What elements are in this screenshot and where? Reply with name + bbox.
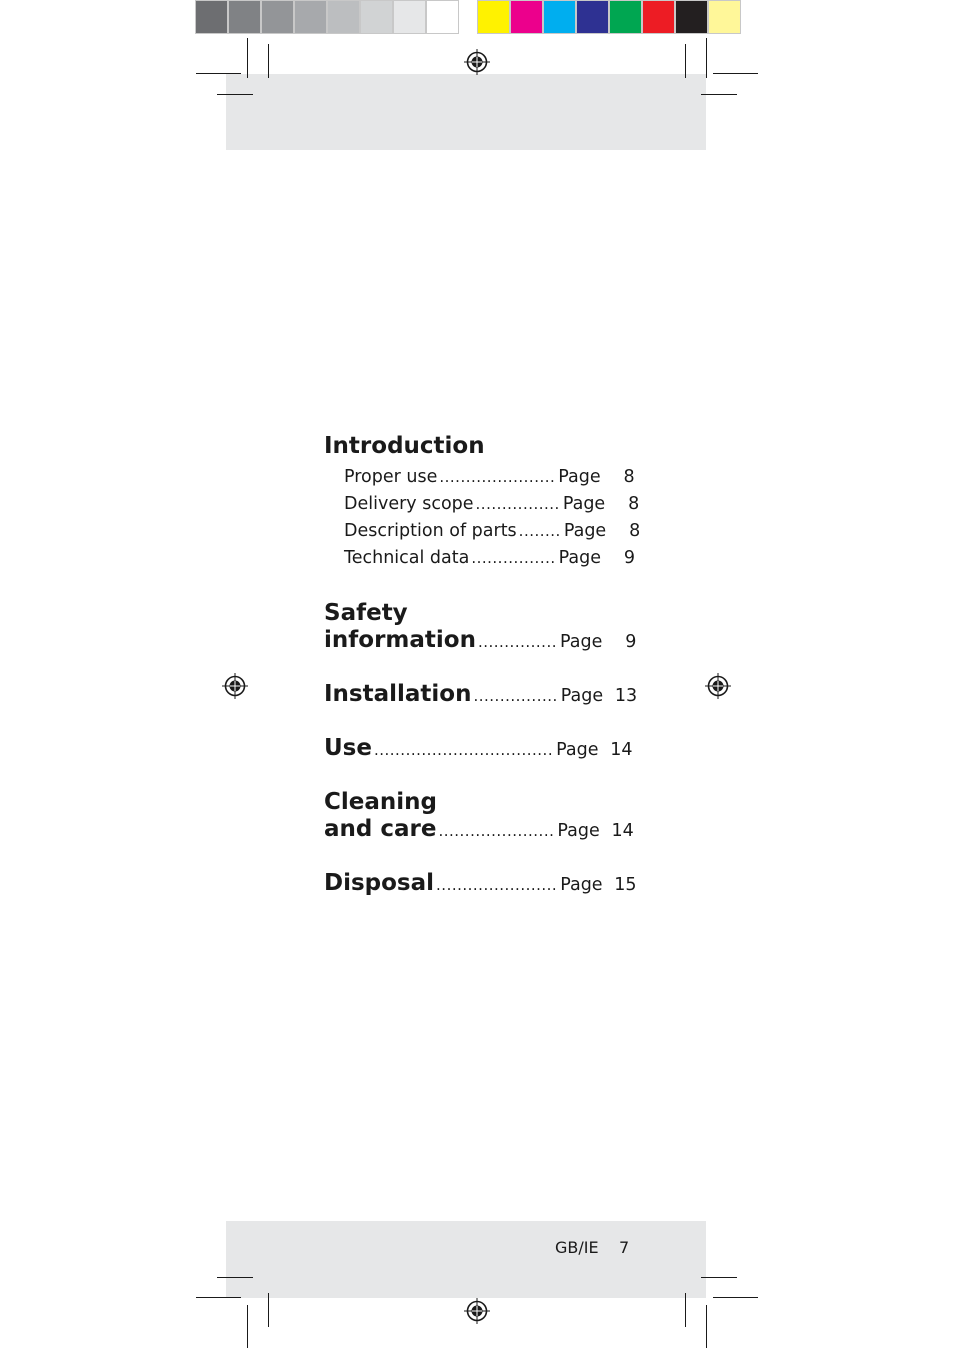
toc-leader-dots: ................ [473, 687, 558, 705]
toc-page-number: 8 [628, 494, 640, 514]
toc-page-number: 9 [623, 548, 636, 568]
toc-leader-dots: ................ [471, 549, 556, 567]
toc-leader-dots: ....................... [436, 876, 558, 894]
color-swatch [477, 0, 510, 34]
crop-mark [685, 44, 686, 78]
toc-page-word: Page [557, 821, 600, 841]
toc-leader-dots: ...................... [438, 822, 555, 840]
toc-page-number: 14 [611, 821, 634, 841]
crop-mark [268, 44, 269, 78]
toc-entry [344, 467, 635, 494]
top-gray-panel [226, 74, 706, 150]
crop-mark [685, 1293, 686, 1327]
color-calibration-bar [195, 0, 741, 36]
crop-mark [706, 1305, 707, 1348]
toc-page-word: Page [560, 875, 603, 895]
toc-page-word: Page [560, 686, 604, 706]
toc-leader-dots: ............... [477, 633, 557, 651]
toc-heading-introduction: Introduction [324, 433, 485, 459]
crop-mark [268, 1293, 269, 1327]
registration-mark-icon [462, 1296, 492, 1326]
crop-mark [713, 73, 758, 74]
crop-mark [196, 1297, 241, 1298]
registration-mark-icon [462, 47, 492, 77]
toc-entry-label: Proper use [344, 467, 438, 487]
registration-mark-icon [703, 671, 733, 701]
toc-page-word: Page [562, 494, 606, 514]
toc-page-number: 15 [614, 875, 637, 895]
bottom-gray-panel [226, 1221, 706, 1298]
toc-page-word: Page [559, 632, 603, 652]
toc-page-word: Page [558, 548, 602, 568]
toc-leader-dots: ...................... [439, 468, 556, 486]
color-swatch [195, 0, 228, 34]
toc-entry-installation [324, 681, 638, 708]
color-swatch [642, 0, 675, 34]
registration-mark-icon [220, 671, 250, 701]
toc-page-number: 13 [614, 686, 638, 706]
toc-page-number: 9 [625, 632, 637, 652]
toc-entry-label: Delivery scope [344, 494, 474, 514]
toc-entry-label: Use [324, 735, 372, 761]
crop-mark [217, 94, 253, 95]
toc-page-number: 8 [629, 521, 641, 541]
toc-entry [344, 494, 640, 521]
toc-page-word: Page [563, 521, 607, 541]
color-swatch [576, 0, 609, 34]
toc-leader-dots: .................................. [373, 741, 554, 759]
color-swatch [609, 0, 642, 34]
toc-entry-label: information [324, 627, 476, 653]
color-swatch [393, 0, 426, 34]
footer-page-number: 7 [619, 1238, 630, 1257]
crop-mark [701, 1277, 737, 1278]
toc-page-word: Page [558, 467, 601, 487]
toc-entry [344, 521, 641, 548]
toc-entry-label: Description of parts [344, 521, 517, 541]
color-swatch [228, 0, 261, 34]
toc-entry-label: and care [324, 816, 437, 842]
footer-region-code: GB/IE [555, 1238, 599, 1257]
crop-mark [247, 38, 248, 78]
toc-page-number: 8 [623, 467, 635, 487]
toc-entry-disposal [324, 870, 637, 897]
toc-leader-dots: ........ [518, 522, 561, 540]
color-bar-gap [459, 0, 477, 36]
color-swatch [294, 0, 327, 34]
toc-heading-cleaning: Cleaning [324, 789, 437, 815]
crop-mark [713, 1297, 758, 1298]
color-swatch [327, 0, 360, 34]
toc-heading-safety: Safety [324, 600, 408, 626]
toc-entry-label: Installation [324, 681, 472, 707]
toc-page-number: 14 [610, 740, 633, 760]
crop-mark [217, 1277, 253, 1278]
toc-entry [344, 548, 636, 575]
toc-entry-safety [324, 627, 637, 654]
color-swatch [261, 0, 294, 34]
color-swatch [708, 0, 741, 34]
crop-mark [706, 38, 707, 78]
color-swatch [675, 0, 708, 34]
toc-entry-label: Disposal [324, 870, 435, 896]
toc-entry-label: Technical data [344, 548, 470, 568]
color-swatch [510, 0, 543, 34]
crop-mark [196, 73, 241, 74]
toc-page-word: Page [556, 740, 599, 760]
color-swatch [426, 0, 459, 34]
toc-entry-use [324, 735, 633, 762]
crop-mark [701, 94, 737, 95]
crop-mark [247, 1305, 248, 1348]
color-swatch [543, 0, 576, 34]
toc-leader-dots: ................ [475, 495, 560, 513]
toc-entry-cleaning [324, 816, 634, 843]
color-swatch [360, 0, 393, 34]
